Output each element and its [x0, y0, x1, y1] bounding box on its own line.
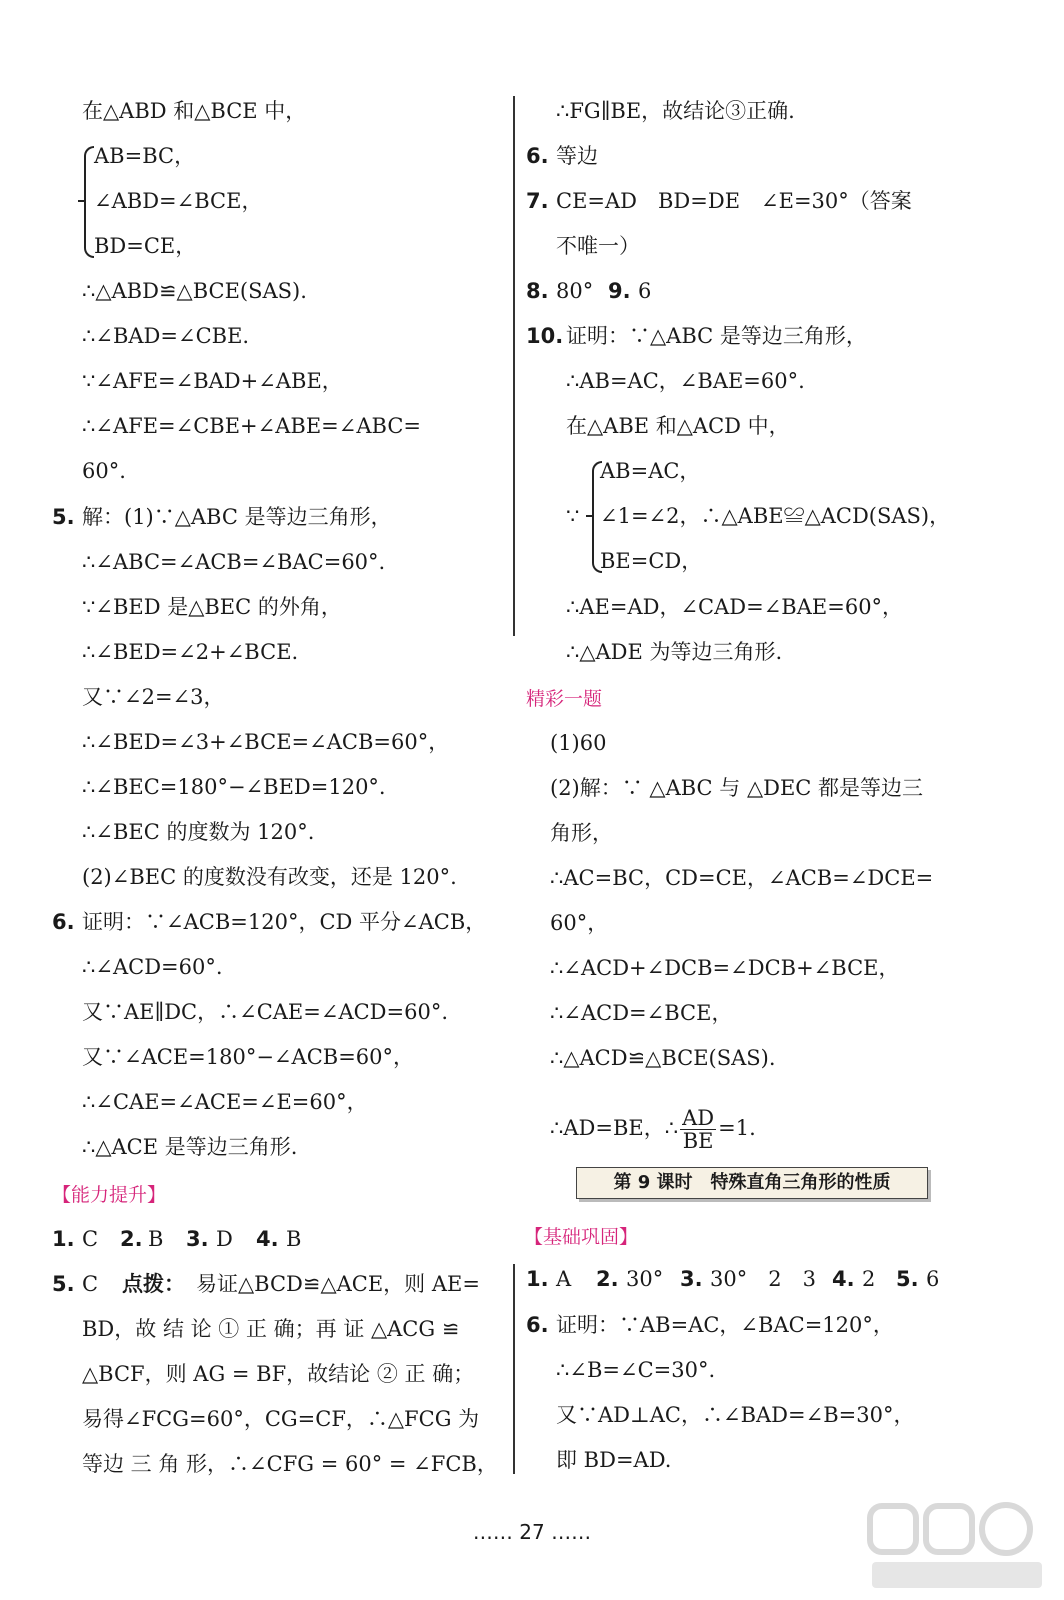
- answer-choice: C: [82, 1272, 99, 1296]
- text-line: 解：(1)∵△ABC 是等边三角形，: [82, 505, 392, 529]
- text-line: 又∵AE∥DC，∴∠CAE=∠ACD=60°.: [82, 1000, 449, 1024]
- text-line: 证明：∵AB=AC，∠BAC=120°，: [556, 1313, 894, 1337]
- text-line: 6: [638, 279, 652, 303]
- text-line: ∴∠ACD+∠DCB=∠DCB+∠BCE，: [550, 956, 900, 980]
- question-number: 10.: [526, 324, 564, 348]
- text-line: AB=BC，: [94, 144, 196, 168]
- text-line: 不唯一）: [556, 234, 640, 258]
- text-line: ∴∠ACD=60°.: [82, 955, 223, 979]
- text-line: AB=AC，: [600, 459, 701, 483]
- fraction-line: [550, 1103, 756, 1153]
- question-number: 6.: [526, 144, 549, 168]
- question-number: 4.: [256, 1227, 279, 1251]
- question-number: 5.: [896, 1267, 919, 1291]
- fraction-numerator: AD: [682, 1106, 715, 1130]
- question-number: 1.: [52, 1227, 75, 1251]
- text-line: BD，故 结 论 ① 正 确；再 证 △ACG ≌: [82, 1317, 460, 1341]
- text-line: ∴AE=AD，∠CAD=∠BAE=60°，: [566, 595, 904, 619]
- text-line: 2: [862, 1267, 876, 1291]
- section-heading-basic: 【基础巩固】: [524, 1226, 639, 1248]
- system-brace-tip: [78, 200, 84, 202]
- text-line: ∴∠BAD=∠CBE.: [82, 324, 250, 348]
- page-number: …… 27 ……: [472, 1520, 592, 1544]
- section-heading-ability: 【能力提升】: [52, 1184, 167, 1206]
- text-line: ∴∠BED=∠3+∠BCE=∠ACB=60°，: [82, 730, 450, 754]
- text-segment: ∴AD=BE，∴: [550, 1116, 679, 1140]
- text-line: 30° 2 3: [710, 1267, 816, 1291]
- text-line: 80°: [556, 279, 594, 303]
- hint-label: 点拨：: [122, 1272, 185, 1296]
- text-line: 又∵∠ACE=180°−∠ACB=60°，: [82, 1045, 415, 1069]
- text-line: 在△ABD 和△BCE 中，: [82, 99, 307, 123]
- text-line: ∴∠BED=∠2+∠BCE.: [82, 640, 299, 664]
- text-line: ∴△ACE 是等边三角形.: [82, 1135, 298, 1159]
- text-line: ∴△ABD≌△BCE(SAS).: [82, 279, 307, 303]
- text-line: 在△ABE 和△ACD 中，: [566, 414, 790, 438]
- text-line: ∴△ADE 为等边三角形.: [566, 640, 783, 664]
- text-line: (2)∠BEC 的度数没有改变，还是 120°.: [82, 865, 457, 889]
- text-line: 易得∠FCG=60°，CG=CF，∴△FCG 为: [82, 1407, 480, 1431]
- text-line: ∠1=∠2，∴△ABE≌△ACD(SAS)，: [600, 504, 951, 528]
- answer-choice: D: [216, 1227, 233, 1251]
- text-line: 角形，: [550, 821, 613, 845]
- question-number: 6.: [52, 910, 75, 934]
- question-number: 3.: [186, 1227, 209, 1251]
- text-line: BE=CD，: [600, 549, 703, 573]
- text-line: 60°.: [82, 459, 126, 483]
- text-line: 证明：∵∠ACB=120°，CD 平分∠ACB，: [82, 910, 487, 934]
- system-brace-tip: [586, 515, 592, 517]
- answer-choice: B: [148, 1227, 164, 1251]
- question-number: 6.: [526, 1313, 549, 1337]
- fraction: [680, 1107, 716, 1152]
- text-line: ∴∠AFE=∠CBE+∠ABE=∠ABC=: [82, 414, 422, 438]
- system-brace: [84, 146, 94, 258]
- text-line: ∵∠AFE=∠BAD+∠ABE，: [82, 369, 343, 393]
- question-number: 7.: [526, 189, 549, 213]
- answer-choice: A: [556, 1267, 572, 1291]
- question-number: 5.: [52, 505, 75, 529]
- text-line: 又∵AD⊥AC，∴∠BAD=∠B=30°，: [556, 1403, 915, 1427]
- text-line: ∴AB=AC，∠BAE=60°.: [566, 369, 805, 393]
- column-divider: [513, 1264, 515, 1474]
- text-line: 易证△BCD≌△ACE，则 AE=: [196, 1272, 480, 1296]
- text-line: ∴∠ABC=∠ACB=∠BAC=60°.: [82, 550, 386, 574]
- question-number: 2.: [120, 1227, 143, 1251]
- answer-choice: B: [286, 1227, 302, 1251]
- watermark-logo: [860, 1500, 1050, 1595]
- text-line: BD=CE，: [94, 234, 197, 258]
- question-number: 9.: [608, 279, 631, 303]
- question-number: 3.: [680, 1267, 703, 1291]
- text-line: ∴∠B=∠C=30°.: [556, 1358, 716, 1382]
- column-divider: [513, 96, 515, 636]
- text-line: (2)解：∵ △ABC 与 △DEC 都是等边三: [550, 776, 924, 800]
- text-line: ∴FG∥BE，故结论③正确.: [556, 99, 795, 123]
- text-line: ∵∠BED 是△BEC 的外角，: [82, 595, 342, 619]
- text-line: ∴∠ACD=∠BCE，: [550, 1001, 733, 1025]
- text-line: 即 BD=AD.: [556, 1448, 672, 1472]
- lesson-title-box: 第 9 课时 特殊直角三角形的性质: [576, 1167, 928, 1199]
- question-number: 2.: [596, 1267, 619, 1291]
- fraction-denominator: BE: [682, 1129, 714, 1153]
- text-line: CE=AD BD=DE ∠E=30°（答案: [556, 189, 912, 213]
- because-symbol: ∵: [566, 504, 580, 528]
- question-number: 4.: [832, 1267, 855, 1291]
- text-line: 等边: [556, 144, 598, 168]
- text-line: ∴△ACD≌△BCE(SAS).: [550, 1046, 776, 1070]
- question-number: 1.: [526, 1267, 549, 1291]
- text-line: (1)60: [550, 731, 607, 755]
- text-line: ∴AC=BC，CD=CE，∠ACB=∠DCE=: [550, 866, 934, 890]
- question-number: 5.: [52, 1272, 75, 1296]
- text-line: 60°，: [550, 911, 609, 935]
- text-line: ∴∠BEC 的度数为 120°.: [82, 820, 315, 844]
- text-line: ∴∠BEC=180°−∠BED=120°.: [82, 775, 386, 799]
- answer-choice: C: [82, 1227, 99, 1251]
- text-line: 等边 三 角 形，∴∠CFG = 60° = ∠FCB，: [82, 1452, 498, 1476]
- question-number: 8.: [526, 279, 549, 303]
- text-line: 又∵∠2=∠3，: [82, 685, 225, 709]
- text-line: ∴∠CAE=∠ACE=∠E=60°，: [82, 1090, 368, 1114]
- text-line: 证明：∵△ABC 是等边三角形，: [566, 324, 867, 348]
- section-heading-wonderful: 精彩一题: [526, 688, 603, 710]
- text-segment: =1.: [718, 1116, 756, 1140]
- text-line: 30°: [626, 1267, 664, 1291]
- text-line: △BCF，则 AG = BF，故结论 ② 正 确；: [82, 1362, 475, 1386]
- text-line: 6: [926, 1267, 940, 1291]
- text-line: ∠ABD=∠BCE，: [94, 189, 263, 213]
